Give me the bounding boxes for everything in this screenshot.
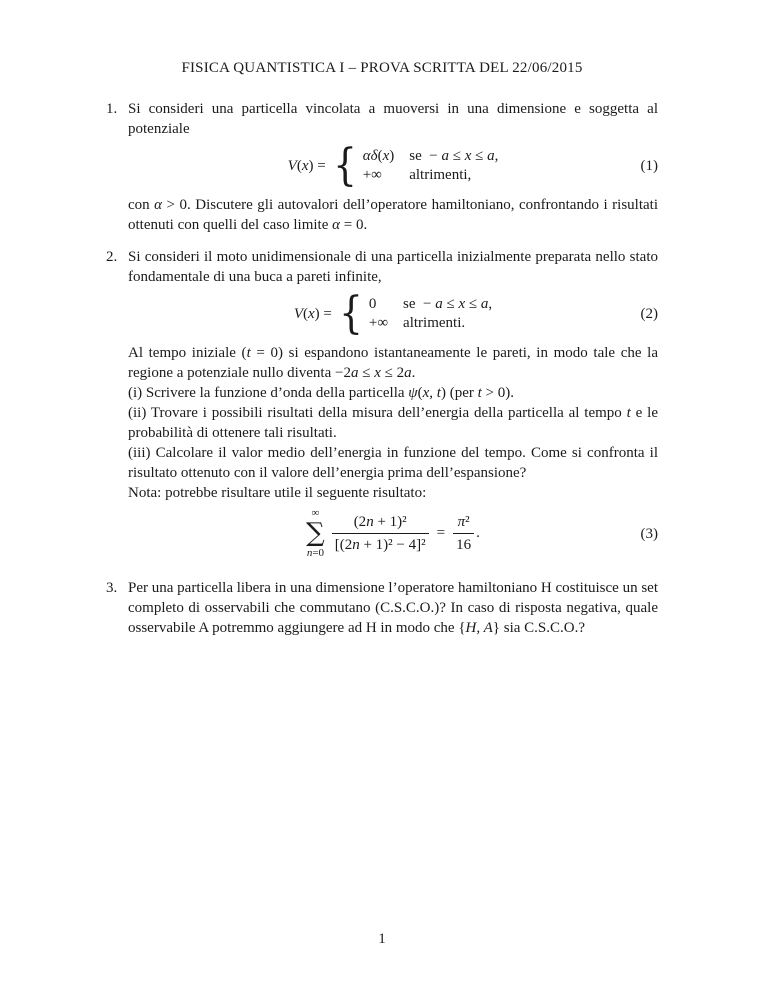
problem-1-intro-paragraph: Si consideri una particella vincolata a muoversi in una dimensione e soggetta al potenziale: [128, 101, 658, 137]
equation-period: .: [476, 525, 480, 541]
fraction-result: [453, 513, 474, 554]
case-value: +∞: [362, 167, 382, 183]
fraction-denominator: 16: [456, 537, 472, 553]
case-condition: se − a ≤ x ≤ a,: [409, 148, 499, 164]
equation-2-number: (2): [640, 306, 658, 322]
equation-1-lhs: V(x) =: [287, 157, 326, 174]
document-content: [106, 58, 658, 650]
cases-brace: {: [338, 288, 363, 339]
problem-2-body: [128, 247, 658, 566]
fraction-main: [332, 513, 429, 554]
problem-3-body: [128, 578, 658, 638]
equation-3-content: [306, 508, 480, 559]
sigma-glyph: ∑: [306, 518, 325, 548]
problem-item-1: [106, 99, 658, 235]
summation-lower-limit: n=0: [306, 547, 325, 559]
case-value: 0: [368, 296, 377, 312]
summation-upper-limit: ∞: [311, 507, 320, 519]
problem-item-3: [106, 578, 658, 638]
case-condition: se − a ≤ x ≤ a,: [403, 296, 493, 312]
case-value: αδ(x): [362, 148, 395, 164]
summation-symbol: [306, 508, 325, 559]
page-number: 1: [378, 931, 386, 947]
equation-1: [128, 140, 658, 191]
problem-2-question-iii: (iii) Calcolare il valor medio dell’energia in funzione del tempo. Come si confronta il risultato ottenuto con il valore dell’energia prima dell’espansione?: [128, 445, 658, 481]
equation-2-lhs: V(x) =: [293, 305, 332, 322]
problem-2-expand-paragraph: Al tempo iniziale (t = 0) si espandono istantaneamente le pareti, in modo tale che la regione a potenziale nullo diventa −2a ≤ x ≤ 2a.: [128, 345, 658, 381]
cases-grid: [363, 147, 499, 185]
case-value: +∞: [368, 315, 389, 331]
case-condition: altrimenti,: [409, 167, 472, 183]
equation-3-number: (3): [640, 525, 658, 542]
case-condition: altrimenti.: [403, 315, 466, 331]
equation-1-number: (1): [640, 158, 658, 174]
equals-sign: =: [436, 525, 446, 541]
problem-2-nota-paragraph: Nota: potrebbe risultare utile il seguente risultato:: [128, 485, 427, 501]
problem-1-outro-paragraph: con α > 0. Discutere gli autovalori dell’operatore hamiltoniano, confrontando i risultati ottenuti con quelli del caso limite α = 0.: [128, 197, 658, 233]
document-title: FISICA QUANTISTICA I – PROVA SCRITTA DEL 22/06/2015: [181, 60, 583, 76]
problem-2-question-i: (i) Scrivere la funzione d’onda della particella ψ(x, t) (per t > 0).: [128, 385, 514, 401]
problem-2-number: 2.: [106, 249, 118, 265]
problem-2-question-ii: (ii) Trovare i possibili risultati della misura dell’energia della particella al tempo t e le probabilità di ottenere tali risultati.: [128, 405, 658, 441]
problem-1-body: [128, 99, 658, 235]
cases-grid: [369, 295, 492, 333]
problem-2-intro-paragraph: Si consideri il moto unidimensionale di una particella inizialmente preparata nello stato fondamentale di una buca a pareti infinite,: [128, 249, 658, 285]
problem-item-2: [106, 247, 658, 566]
equation-1-content: [287, 140, 499, 191]
equation-2: [128, 288, 658, 339]
fraction-numerator: (2n + 1)²: [332, 513, 429, 534]
problem-1-number: 1.: [106, 101, 118, 117]
problem-3-number: 3.: [106, 580, 118, 596]
equation-2-content: [293, 288, 493, 339]
fraction-numerator: π²: [453, 513, 474, 534]
cases-brace: {: [332, 140, 357, 191]
equation-3: [128, 508, 658, 559]
fraction-denominator: [(2n + 1)² − 4]²: [334, 537, 426, 553]
problem-3-paragraph: Per una particella libera in una dimensione l’operatore hamiltoniano H costituisce un set completo di osservabili che commutano (C.S.C.O.)? In caso di risposta negativa, quale osservabile A potremmo aggiungere ad H in modo che {H, A} sia C.S.C.O.?: [128, 580, 658, 636]
